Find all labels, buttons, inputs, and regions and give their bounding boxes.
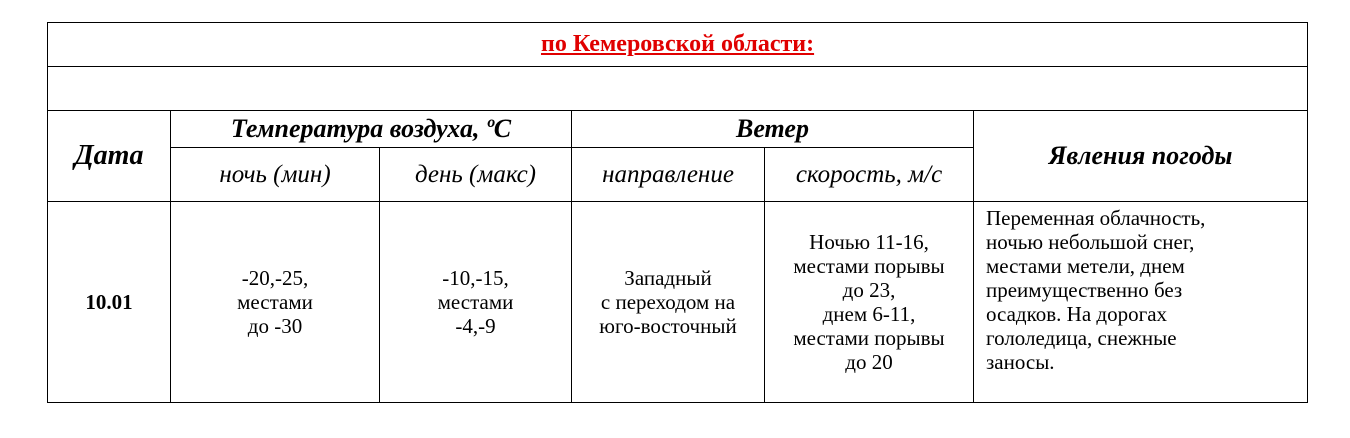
phenomena-line: осадков. На дорогах [986,302,1168,326]
empty-row-cell [48,67,1308,111]
night-temp-cell [171,202,380,403]
wind-speed-line: местами порывы [793,254,945,278]
night-temp-line: до -30 [247,314,303,338]
wind-speed-line: Ночью 11-16, [809,230,929,254]
wind-speed-line: до 23, [842,278,896,302]
wind-direction-line: с переходом на [600,290,736,314]
phenomena-line: заносы. [986,350,1055,374]
night-temp-line: местами [237,290,313,314]
phenomena-line: гололедица, снежные [986,326,1177,350]
direction-header: направление [572,148,765,202]
day-temp-line: местами [437,290,514,314]
phenomena-line: местами метели, днем [986,254,1185,278]
phenomena-line: преимущественно без [986,278,1183,302]
day-header: день (макс) [380,148,572,202]
wind-direction-line: юго-восточный [599,314,737,338]
phenomena-line: ночью небольшой снег, [986,230,1195,254]
wind-speed-line: до 20 [845,350,893,374]
day-temp-line: -4,-9 [455,314,496,338]
speed-header: скорость, м/с [765,148,974,202]
wind-direction-line: Западный [624,266,712,290]
date-cell: 10.01 [48,202,171,403]
region-title: по Кемеровской области: [540,31,815,57]
date-header: Дата [48,111,171,202]
day-temp-line: -10,-15, [442,266,509,290]
wind-speed-line: местами порывы [793,326,945,350]
phenomena-cell [974,202,1308,403]
temperature-header: Температура воздуха, ºС [171,111,572,148]
phenomena-line: Переменная облачность, [986,206,1206,230]
title-cell [48,23,1308,67]
wind-speed-line: днем 6-11, [822,302,916,326]
forecast-table [47,22,1308,403]
day-temp-cell [380,202,572,403]
wind-direction-cell [572,202,765,403]
wind-speed-cell [765,202,974,403]
night-temp-line: -20,-25, [241,266,309,290]
night-header: ночь (мин) [171,148,380,202]
wind-header: Ветер [572,111,974,148]
phenomena-header: Явления погоды [974,111,1308,202]
